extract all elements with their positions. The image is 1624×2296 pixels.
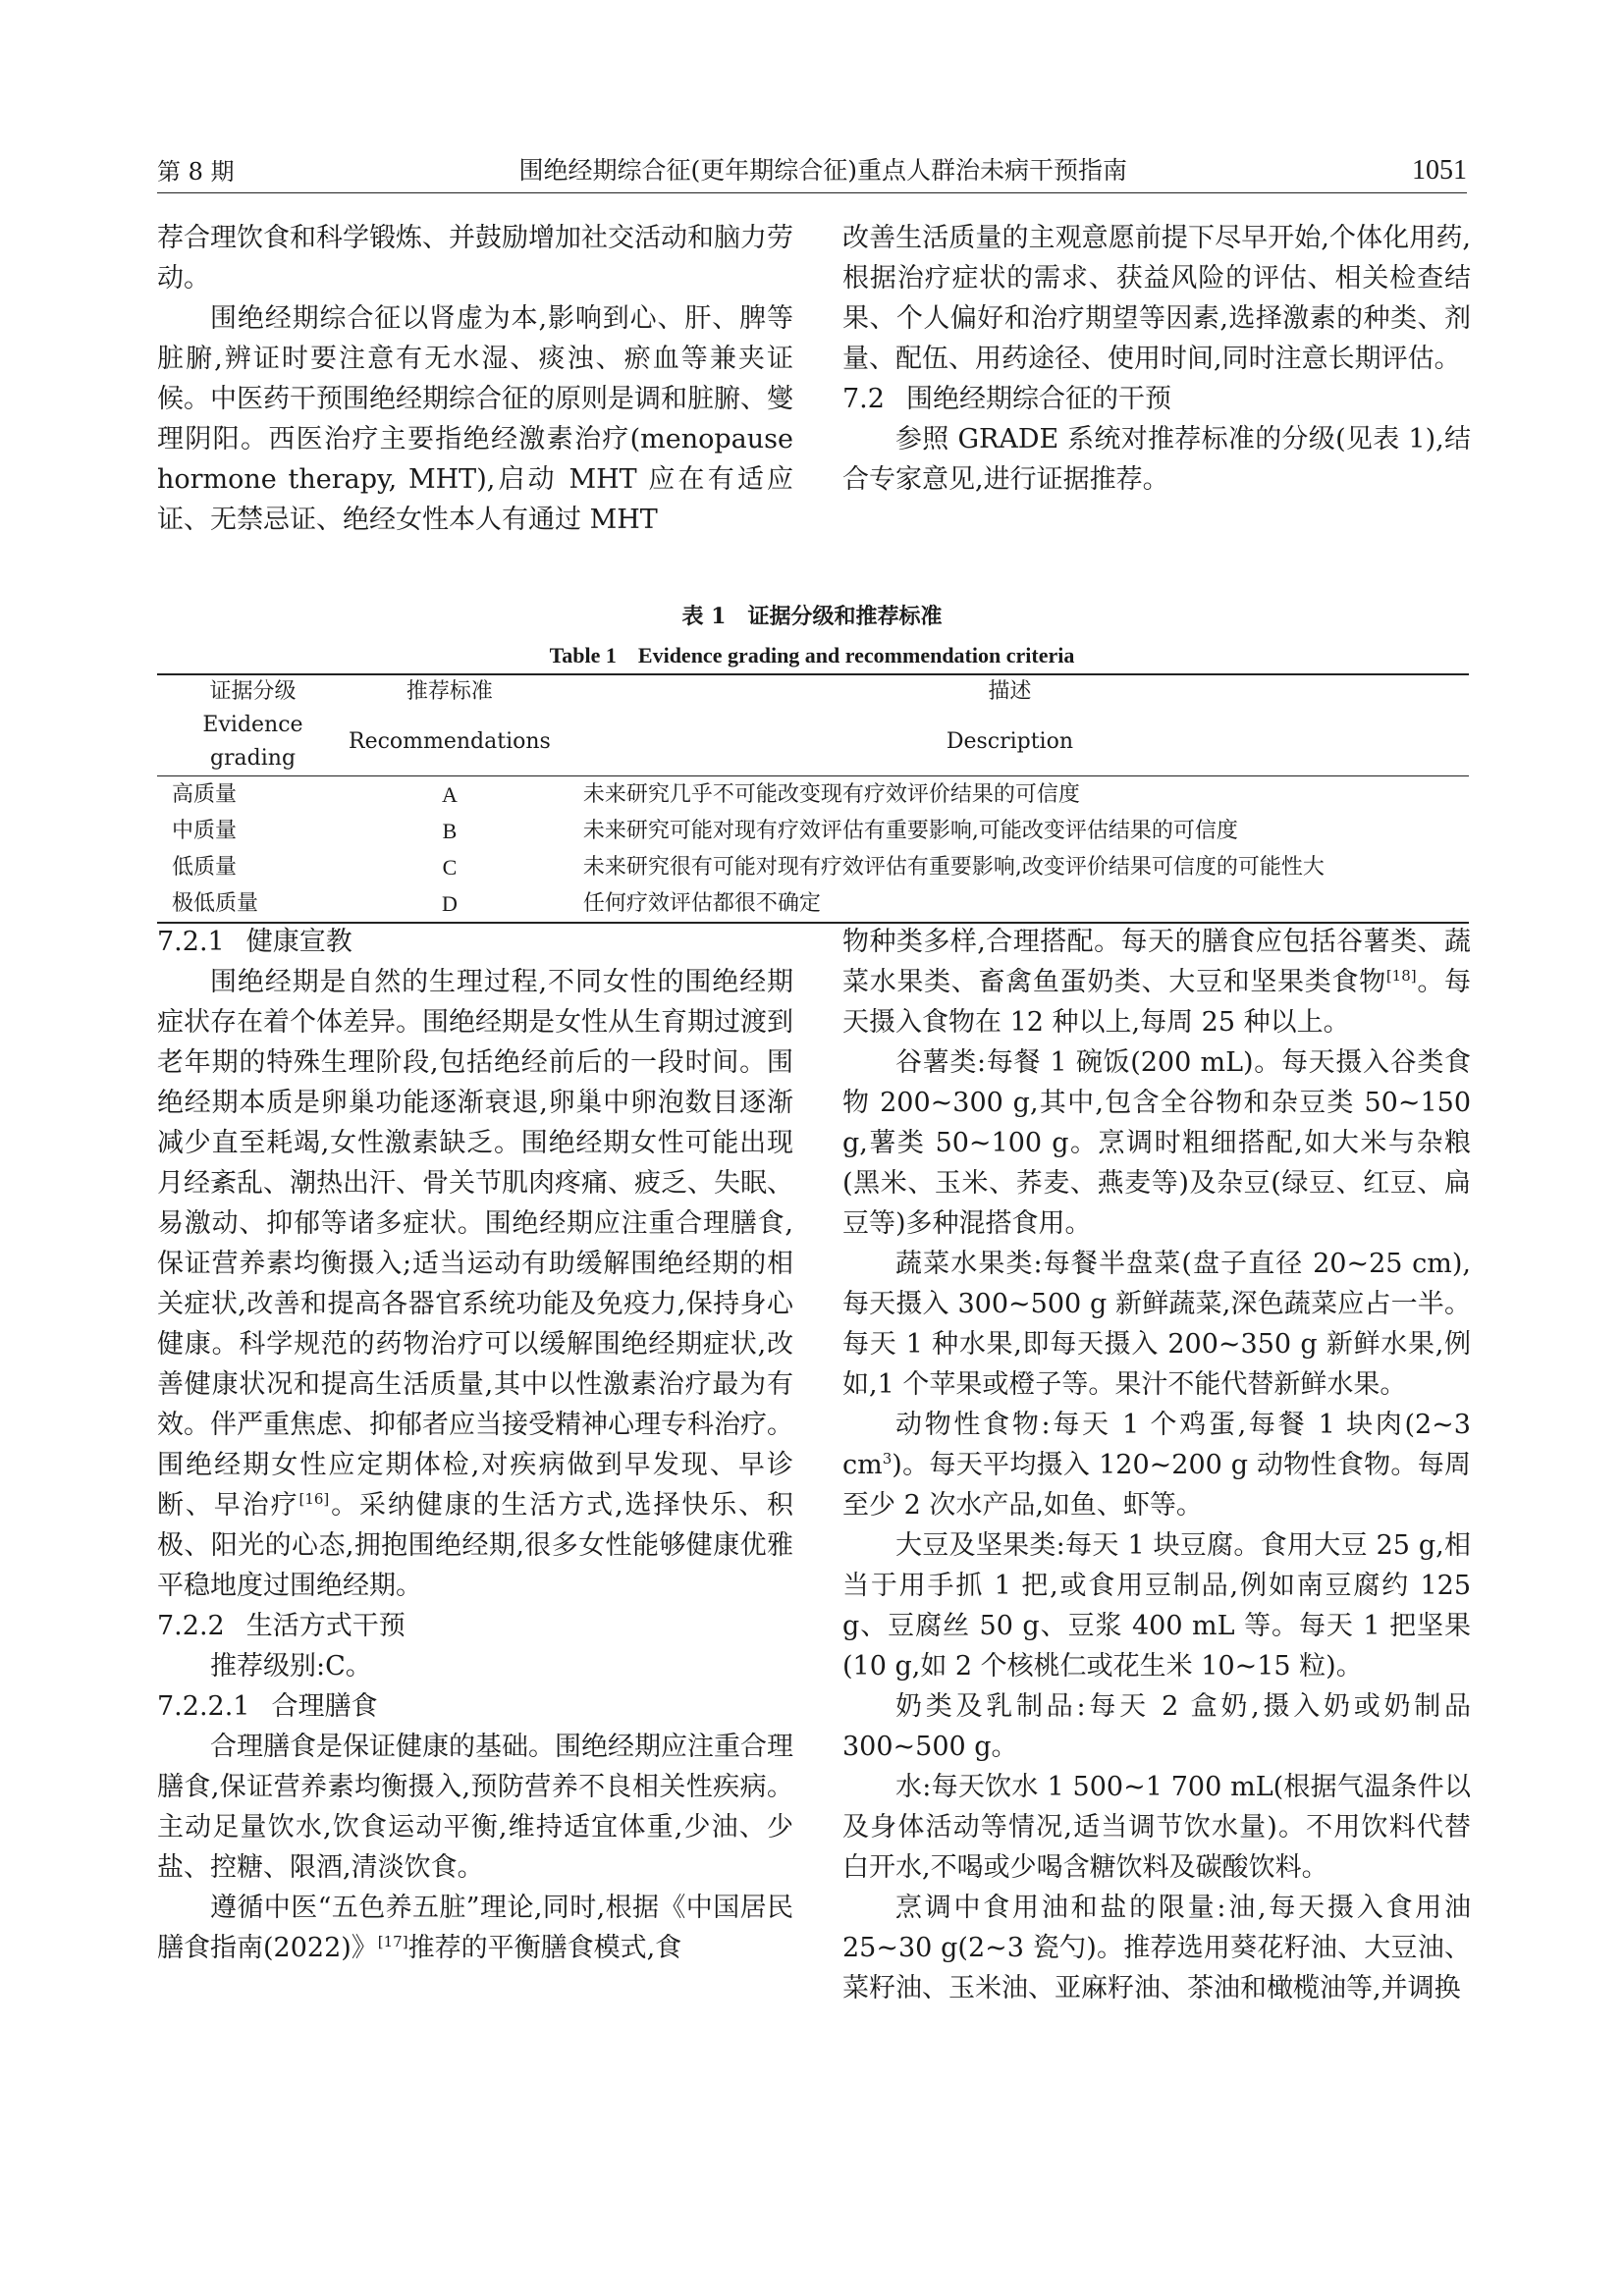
cell-desc: 未来研究可能对现有疗效评估有重要影响,可能改变评估结果的可信度 bbox=[582, 819, 1238, 843]
section-title: 健康宣教 bbox=[245, 927, 352, 957]
table-header-row-cn bbox=[157, 674, 1469, 709]
table-row bbox=[157, 885, 1469, 923]
paragraph-text: 物种类多样,合理搭配。每天的膳食应包括谷薯类、蔬菜水果类、畜禽鱼蛋奶类、大豆和坚果类食物 bbox=[842, 927, 1471, 997]
section-heading bbox=[157, 922, 793, 962]
header-rec-en: Recommendations bbox=[349, 709, 551, 776]
section-title: 合理膳食 bbox=[271, 1691, 378, 1722]
cell-desc: 任何疗效评估都很不确定 bbox=[551, 885, 1469, 923]
paragraph-text: 动物性食物:每天 1 个鸡蛋,每餐 1 块肉(2~3 cm bbox=[842, 1410, 1471, 1480]
header-grade-en: Evidence grading bbox=[157, 709, 349, 776]
paragraph-text: 遵循中医“五色养五脏”理论,同时,根据《中国居民膳食指南(2022)》 bbox=[157, 1893, 793, 1963]
bottom-left-column bbox=[157, 922, 793, 1968]
table-row bbox=[157, 849, 1469, 885]
evidence-table bbox=[157, 673, 1469, 924]
paragraph-text: )。每天平均摄入 120~200 g 动物性食物。每周至少 2 次水产品,如鱼、虾等。 bbox=[842, 1450, 1471, 1521]
cell-rec: D bbox=[349, 885, 551, 923]
section-number: 7.2.2.1 bbox=[157, 1691, 250, 1722]
paragraph: 合理膳食是保证健康的基础。围绝经期应注重合理膳食,保证营养素均衡摄入,预防营养不良相关性疾病。主动足量饮水,饮食运动平衡,维持适宜体重,少油、少盐、控糖、限酒,清淡饮食。 bbox=[157, 1732, 793, 1883]
header-rule bbox=[157, 192, 1467, 193]
running-title: 围绝经期综合征(更年期综合征)重点人群治未病干预指南 bbox=[518, 156, 1128, 185]
cell-desc: 未来研究很有可能对现有疗效评估有重要影响,改变评价结果可信度的可能性大 bbox=[582, 855, 1325, 880]
paragraph-text: 。每天摄入食物在 12 种以上,每周 25 种以上。 bbox=[842, 967, 1472, 1038]
cell-grade: 中质量 bbox=[172, 819, 238, 843]
table-row bbox=[157, 813, 1469, 849]
citation: [16] bbox=[298, 1490, 330, 1508]
paragraph: 荐合理饮食和科学锻炼、并鼓励增加社交活动和脑力劳动。 bbox=[157, 223, 793, 294]
paragraph-text: 。采纳健康的生活方式,选择快乐、积极、阳光的心态,拥抱围绝经期,很多女性能够健康优雅平稳地度过围绝经期。 bbox=[157, 1490, 794, 1601]
top-right-column bbox=[842, 218, 1471, 500]
table-row bbox=[157, 776, 1469, 814]
table-caption-cn: 表 1 证据分级和推荐标准 bbox=[681, 604, 943, 629]
paragraph bbox=[842, 1405, 1471, 1525]
cell-rec: C bbox=[442, 855, 458, 880]
top-left-column bbox=[157, 218, 793, 540]
section-title: 生活方式干预 bbox=[245, 1611, 406, 1641]
section-number: 7.2 bbox=[842, 384, 885, 414]
paragraph bbox=[842, 922, 1471, 1042]
paragraph: 围绝经期综合征以肾虚为本,影响到心、肝、脾等脏腑,辨证时要注意有无水湿、痰浊、瘀血等兼夹证候。中医药干预围绝经期综合征的原则是调和脏腑、燮理阴阳。西医治疗主要指绝经激素治疗(menopause hormone therapy, MHT),启动 MHT 应在有适应证、无禁忌证、绝经女性本人有通过 MHT bbox=[157, 303, 793, 535]
paragraph: 参照 GRADE 系统对推荐标准的分级(见表 1),结合专家意见,进行证据推荐。 bbox=[842, 424, 1471, 495]
citation: [18] bbox=[1385, 967, 1417, 985]
cell-grade: 极低质量 bbox=[157, 885, 349, 923]
paragraph: 推荐级别:C。 bbox=[210, 1651, 372, 1682]
header-grade-cn: 证据分级 bbox=[157, 674, 349, 709]
cell-grade: 高质量 bbox=[172, 782, 238, 807]
paragraph bbox=[157, 1888, 793, 1968]
section-number: 7.2.2 bbox=[157, 1611, 225, 1641]
citation: [17] bbox=[377, 1933, 408, 1950]
cell-rec: B bbox=[442, 819, 458, 843]
cell-grade: 低质量 bbox=[172, 855, 238, 880]
section-heading bbox=[157, 1606, 793, 1646]
paragraph: 烹调中食用油和盐的限量:油,每天摄入食用油 25~30 g(2~3 瓷勺)。推荐选用葵花籽油、大豆油、菜籽油、玉米油、亚麻籽油、茶油和橄榄油等,并调换 bbox=[842, 1893, 1471, 2003]
section-heading bbox=[842, 379, 1471, 419]
paragraph-text: 推荐的平衡膳食模式,食 bbox=[407, 1933, 682, 1963]
paragraph bbox=[157, 962, 793, 1606]
section-title: 围绝经期综合征的干预 bbox=[905, 384, 1171, 414]
header-desc-cn: 描述 bbox=[551, 674, 1469, 709]
paragraph: 大豆及坚果类:每天 1 块豆腐。食用大豆 25 g,相当于用手抓 1 把,或食用豆制品,例如南豆腐约 125 g、豆腐丝 50 g、豆浆 400 mL 等。每天 1 把坚果(10 g,如 2 个核桃仁或花生米 10~15 粒)。 bbox=[842, 1530, 1471, 1682]
paragraph: 水:每天饮水 1 500~1 700 mL(根据气温条件以及身体活动等情况,适当调节饮水量)。不用饮料代替白开水,不喝或少喝含糖饮料及碳酸饮料。 bbox=[842, 1772, 1471, 1883]
issue-label: 第 8 期 bbox=[157, 158, 235, 186]
bottom-right-column bbox=[842, 922, 1471, 2008]
cell-desc: 未来研究几乎不可能改变现有疗效评价结果的可信度 bbox=[582, 782, 1080, 807]
table-caption-en: Table 1 Evidence grading and recommendation criteria bbox=[549, 643, 1075, 667]
section-heading bbox=[157, 1686, 793, 1727]
paragraph: 奶类及乳制品:每天 2 盒奶,摄入奶或奶制品 300~500 g。 bbox=[842, 1691, 1471, 1762]
paragraph: 改善生活质量的主观意愿前提下尽早开始,个体化用药,根据治疗症状的需求、获益风险的评估、相关检查结果、个人偏好和治疗期望等因素,选择激素的种类、剂量、配伍、用药途径、使用时间,同时注意长期评估。 bbox=[842, 223, 1471, 374]
cell-rec: A bbox=[441, 782, 458, 807]
section-number: 7.2.1 bbox=[157, 927, 225, 957]
paragraph: 蔬菜水果类:每餐半盘菜(盘子直径 20~25 cm),每天摄入 300~500 g 新鲜蔬菜,深色蔬菜应占一半。每天 1 种水果,即每天摄入 200~350 g 新鲜水果,例如,1 个苹果或橙子等。果汁不能代替新鲜水果。 bbox=[842, 1249, 1471, 1400]
header-desc-en: Description bbox=[551, 709, 1469, 776]
running-header bbox=[157, 147, 1467, 187]
paragraph-text: 围绝经期是自然的生理过程,不同女性的围绝经期症状存在着个体差异。围绝经期是女性从生育期过渡到老年期的特殊生理阶段,包括绝经前后的一段时间。围绝经期本质是卵巢功能逐渐衰退,卵巢中卵泡数目逐渐减少直至耗竭,女性激素缺乏。围绝经期女性可能出现月经紊乱、潮热出汗、骨关节肌肉疼痛、疲乏、失眠、易激动、抑郁等诸多症状。围绝经期应注重合理膳食,保证营养素均衡摄入;适当运动有助缓解围绝经期的相关症状,改善和提高各器官系统功能及免疫力,保持身心健康。科学规范的药物治疗可以缓解围绝经期症状,改善健康状况和提高生活质量,其中以性激素治疗最为有效。伴严重焦虑、抑郁者应当接受精神心理专科治疗。围绝经期女性应定期体检,对疾病做到早发现、早诊断、早治疗 bbox=[157, 967, 793, 1521]
header-rec-cn: 推荐标准 bbox=[349, 674, 551, 709]
table-header-row-en bbox=[157, 709, 1469, 776]
page-number: 1051 bbox=[1411, 155, 1467, 186]
superscript: 3 bbox=[882, 1450, 893, 1468]
paragraph: 谷薯类:每餐 1 碗饭(200 mL)。每天摄入谷类食物 200~300 g,其中,包含全谷物和杂豆类 50~150 g,薯类 50~100 g。烹调时粗细搭配,如大米与杂粮(黑米、玉米、荞麦、燕麦等)及杂豆(绿豆、红豆、扁豆等)多种混搭食用。 bbox=[842, 1047, 1471, 1239]
